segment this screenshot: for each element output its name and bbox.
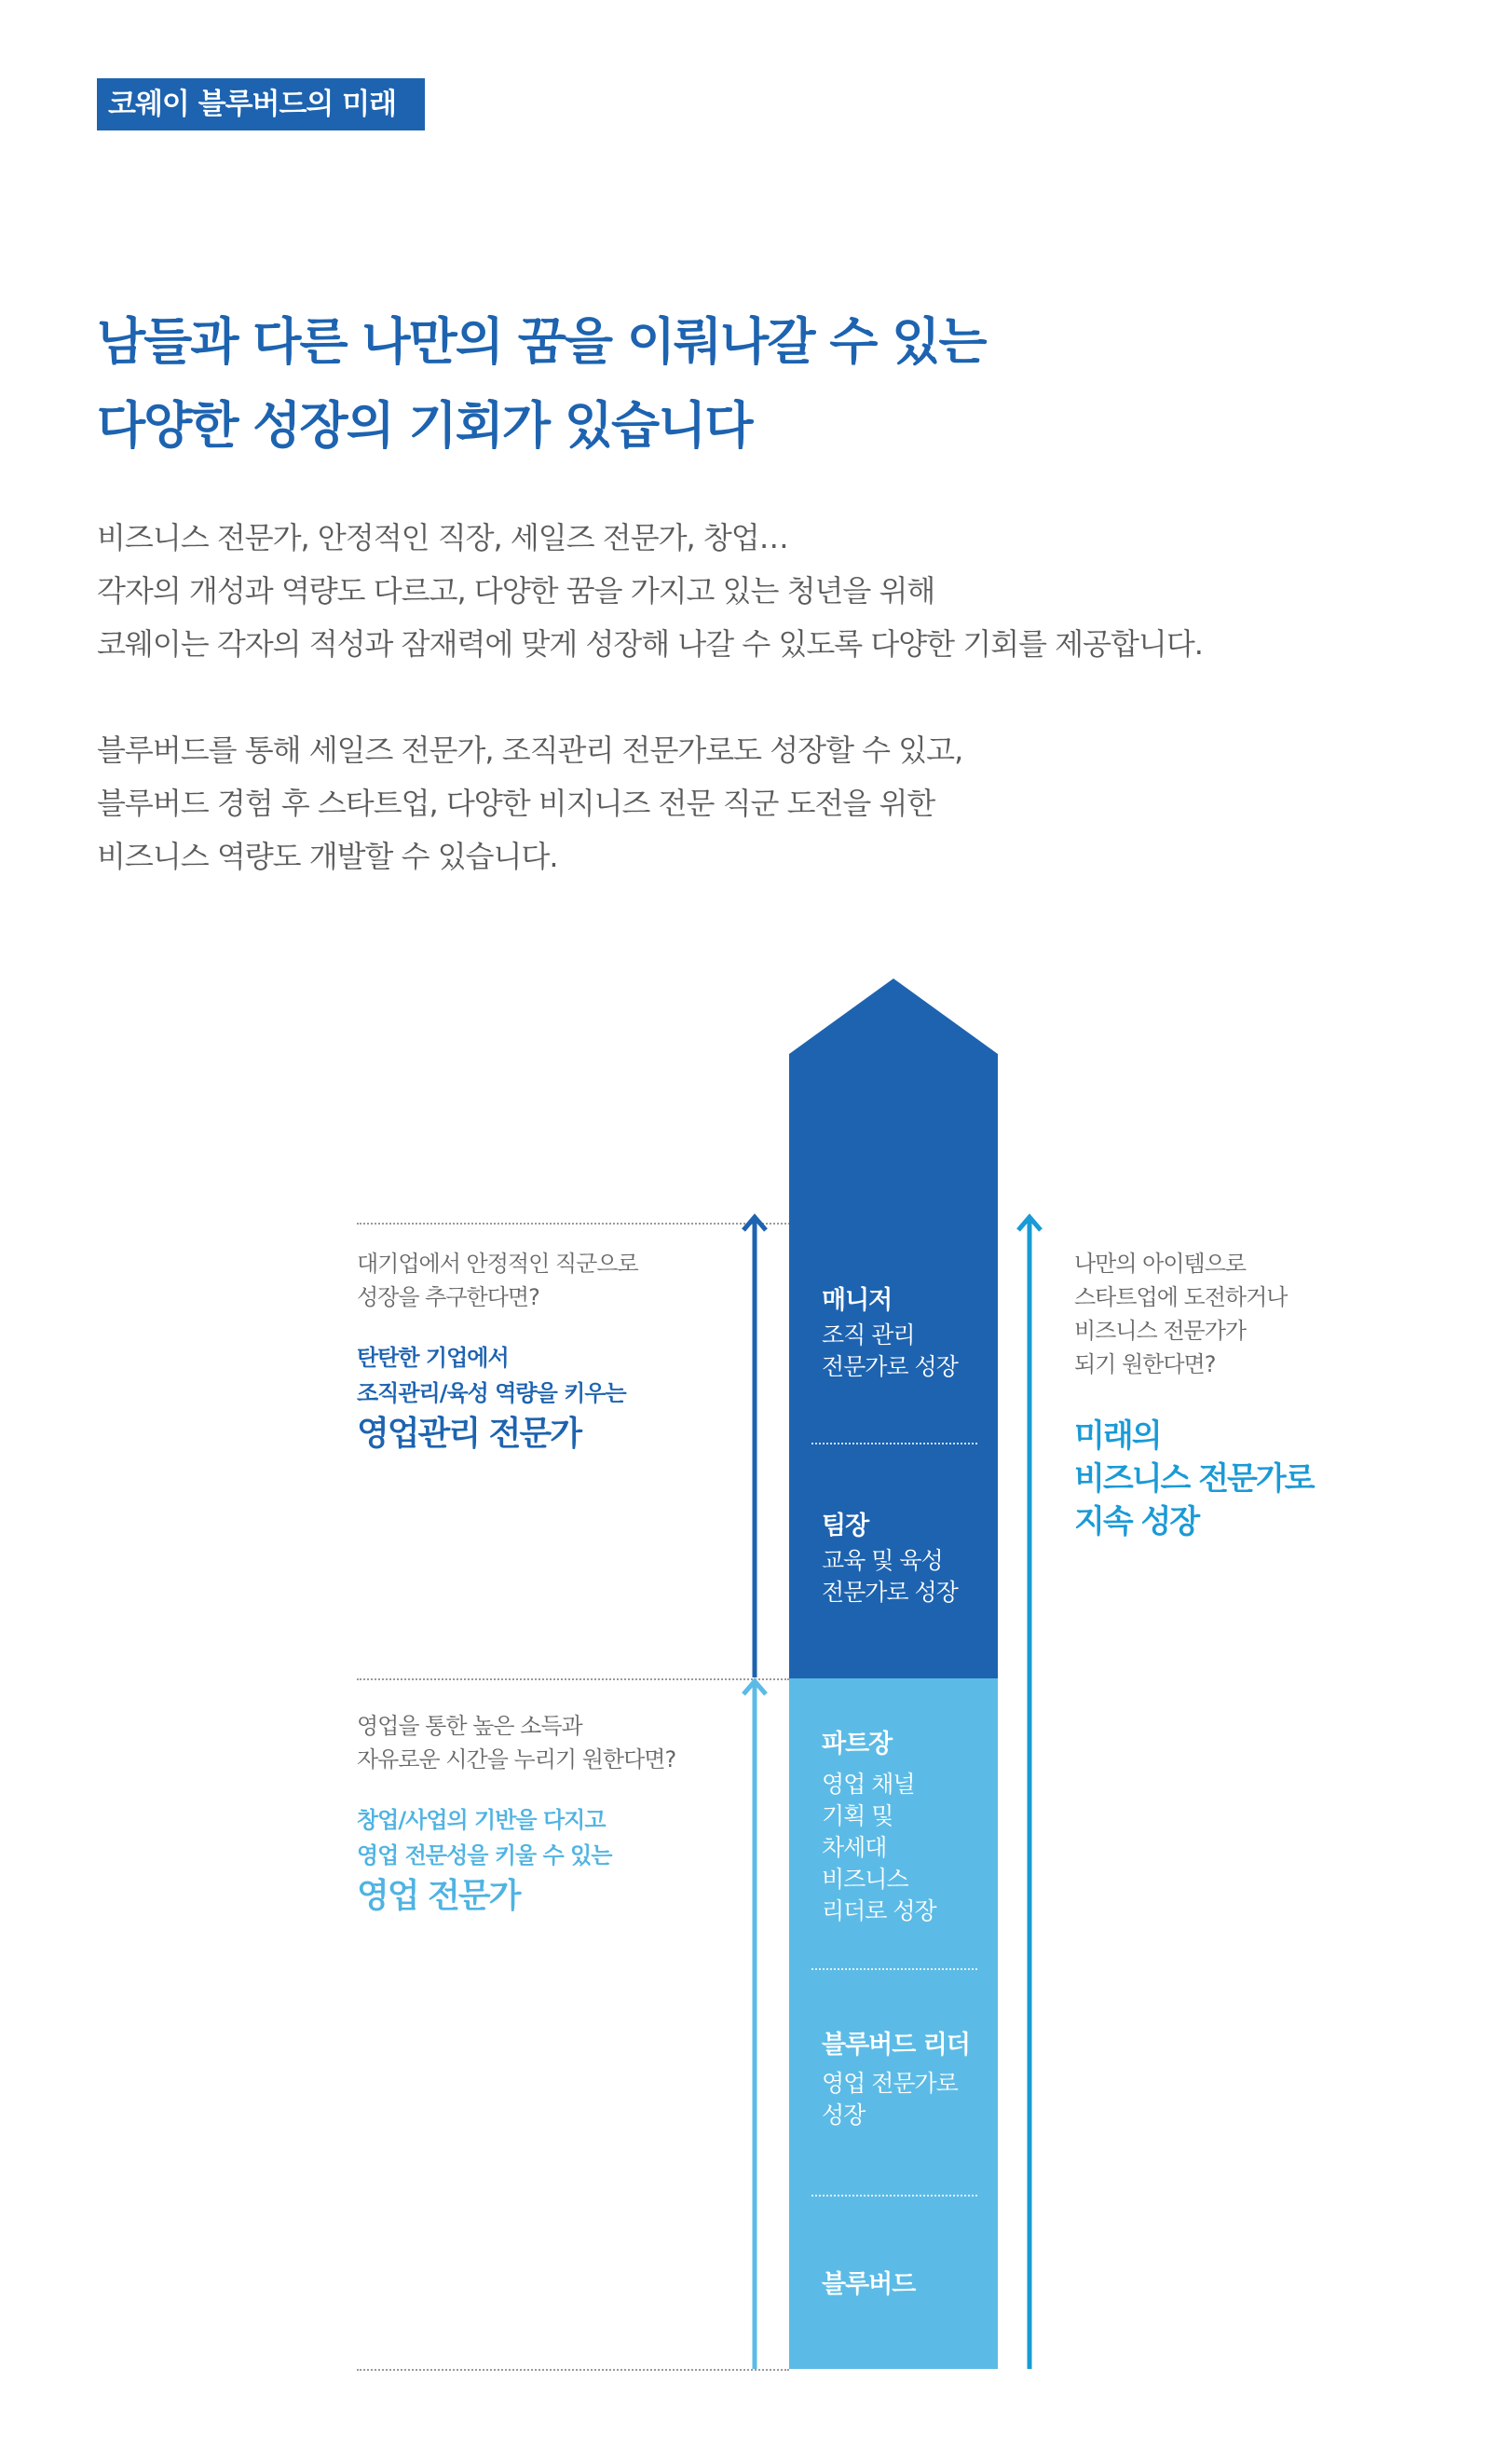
bluebird-line-3: 비즈니스 역량도 개발할 수 있습니다.	[97, 839, 558, 874]
headline	[97, 300, 1308, 468]
stage-team-lead-desc-line: 전문가로 성장	[822, 1579, 958, 1606]
stage-manager	[822, 1282, 958, 1383]
stage-part-lead-desc-line: 기획 및	[822, 1802, 893, 1829]
stage-manager-desc	[822, 1320, 958, 1383]
stage-bluebird-leader	[822, 2027, 970, 2131]
intro-line-2: 각자의 개성과 역량도 다르고, 다양한 꿈을 가지고 있는 청년을 위해	[97, 573, 935, 609]
bluebird-line-1: 블루버드를 통해 세일즈 전문가, 조직관리 전문가로도 성장할 수 있고,	[97, 732, 963, 768]
sales-title: 영업 전문가	[357, 1877, 520, 1915]
management-subtitle-line: 조직관리/육성 역량을 키우는	[357, 1380, 626, 1406]
business-title-line: 지속 성장	[1074, 1503, 1199, 1540]
stage-part-lead-desc-line: 영업 채널	[822, 1771, 915, 1798]
stage-divider-2	[811, 1968, 977, 1970]
management-question-line: 대기업에서 안정적인 직군으로	[357, 1251, 638, 1277]
guide-line-bottom	[357, 2369, 789, 2371]
arrow-left-lower	[743, 1681, 766, 2369]
career-path-business	[1074, 1247, 1314, 1543]
sales-question-line: 자유로운 시간을 누리기 원한다면?	[357, 1746, 676, 1773]
management-title: 영업관리 전문가	[357, 1415, 580, 1453]
business-question-line: 비즈니스 전문가가	[1074, 1318, 1247, 1344]
headline-line-1: 남들과 다른 나만의 꿈을 이뤄나갈 수 있는	[97, 312, 986, 371]
management-question	[357, 1247, 638, 1314]
management-subtitle	[357, 1340, 638, 1411]
stage-manager-desc-line: 전문가로 성장	[822, 1353, 958, 1380]
stage-bluebird-title: 블루버드	[822, 2270, 916, 2299]
sales-subtitle	[357, 1802, 675, 1873]
section-tag: 코웨이 블루버드의 미래	[97, 78, 425, 130]
business-question-line: 스타트업에 도전하거나	[1074, 1284, 1288, 1310]
stage-part-lead	[822, 1726, 936, 1927]
stage-manager-title: 매니저	[822, 1286, 893, 1315]
career-path-sales	[357, 1709, 675, 1918]
stage-manager-desc-line: 조직 관리	[822, 1321, 915, 1348]
stage-bluebird-leader-desc	[822, 2068, 970, 2131]
intro-line-1: 비즈니스 전문가, 안정적인 직장, 세일즈 전문가, 창업…	[97, 520, 788, 555]
stage-bluebird	[822, 2266, 915, 2304]
stage-bluebird-leader-title: 블루버드 리더	[822, 2031, 970, 2060]
sales-subtitle-line: 영업 전문성을 키울 수 있는	[357, 1842, 612, 1869]
stage-team-lead-desc	[822, 1545, 958, 1608]
arrow-left-upper	[743, 1217, 766, 1677]
sales-question	[357, 1709, 675, 1776]
stage-bluebird-leader-desc-line: 성장	[822, 2101, 866, 2129]
stage-part-lead-desc-line: 리더로 성장	[822, 1897, 936, 1924]
management-question-line: 성장을 추구한다면?	[357, 1284, 539, 1310]
sales-question-line: 영업을 통한 높은 소득과	[357, 1713, 582, 1739]
stage-divider-3	[811, 2195, 977, 2197]
arrow-right	[1018, 1217, 1041, 2369]
business-title	[1074, 1415, 1314, 1543]
stage-bluebird-leader-desc-line: 영업 전문가로	[822, 2070, 958, 2097]
stage-part-lead-desc	[822, 1769, 936, 1927]
guide-line-middle	[357, 1678, 789, 1680]
arrow-head-shape	[789, 979, 998, 1054]
stage-divider-1	[811, 1443, 977, 1444]
career-path-management	[357, 1247, 638, 1456]
bluebird-paragraph	[97, 724, 1420, 883]
stage-team-lead-desc-line: 교육 및 육성	[822, 1547, 943, 1574]
stage-part-lead-title: 파트장	[822, 1730, 893, 1759]
business-question-line: 되기 원한다면?	[1074, 1351, 1216, 1377]
intro-paragraph	[97, 512, 1420, 671]
stage-part-lead-desc-line: 차세대	[822, 1834, 887, 1861]
headline-line-2: 다양한 성장의 기회가 있습니다	[97, 396, 752, 455]
bluebird-line-2: 블루버드 경험 후 스타트업, 다양한 비지니즈 전문 직군 도전을 위한	[97, 786, 935, 821]
business-question-line: 나만의 아이템으로	[1074, 1251, 1247, 1277]
stage-part-lead-desc-line: 비즈니스	[822, 1866, 908, 1893]
intro-line-3: 코웨이는 각자의 적성과 잠재력에 맞게 성장해 나갈 수 있도록 다양한 기회를 제공합니다.	[97, 626, 1203, 662]
management-subtitle-line: 탄탄한 기업에서	[357, 1345, 509, 1371]
stage-team-lead	[822, 1508, 958, 1608]
sales-subtitle-line: 창업/사업의 기반을 다지고	[357, 1807, 606, 1833]
business-title-line: 미래의	[1074, 1417, 1161, 1455]
business-question	[1074, 1247, 1314, 1381]
stage-team-lead-title: 팀장	[822, 1512, 869, 1540]
business-title-line: 비즈니스 전문가로	[1074, 1460, 1314, 1498]
